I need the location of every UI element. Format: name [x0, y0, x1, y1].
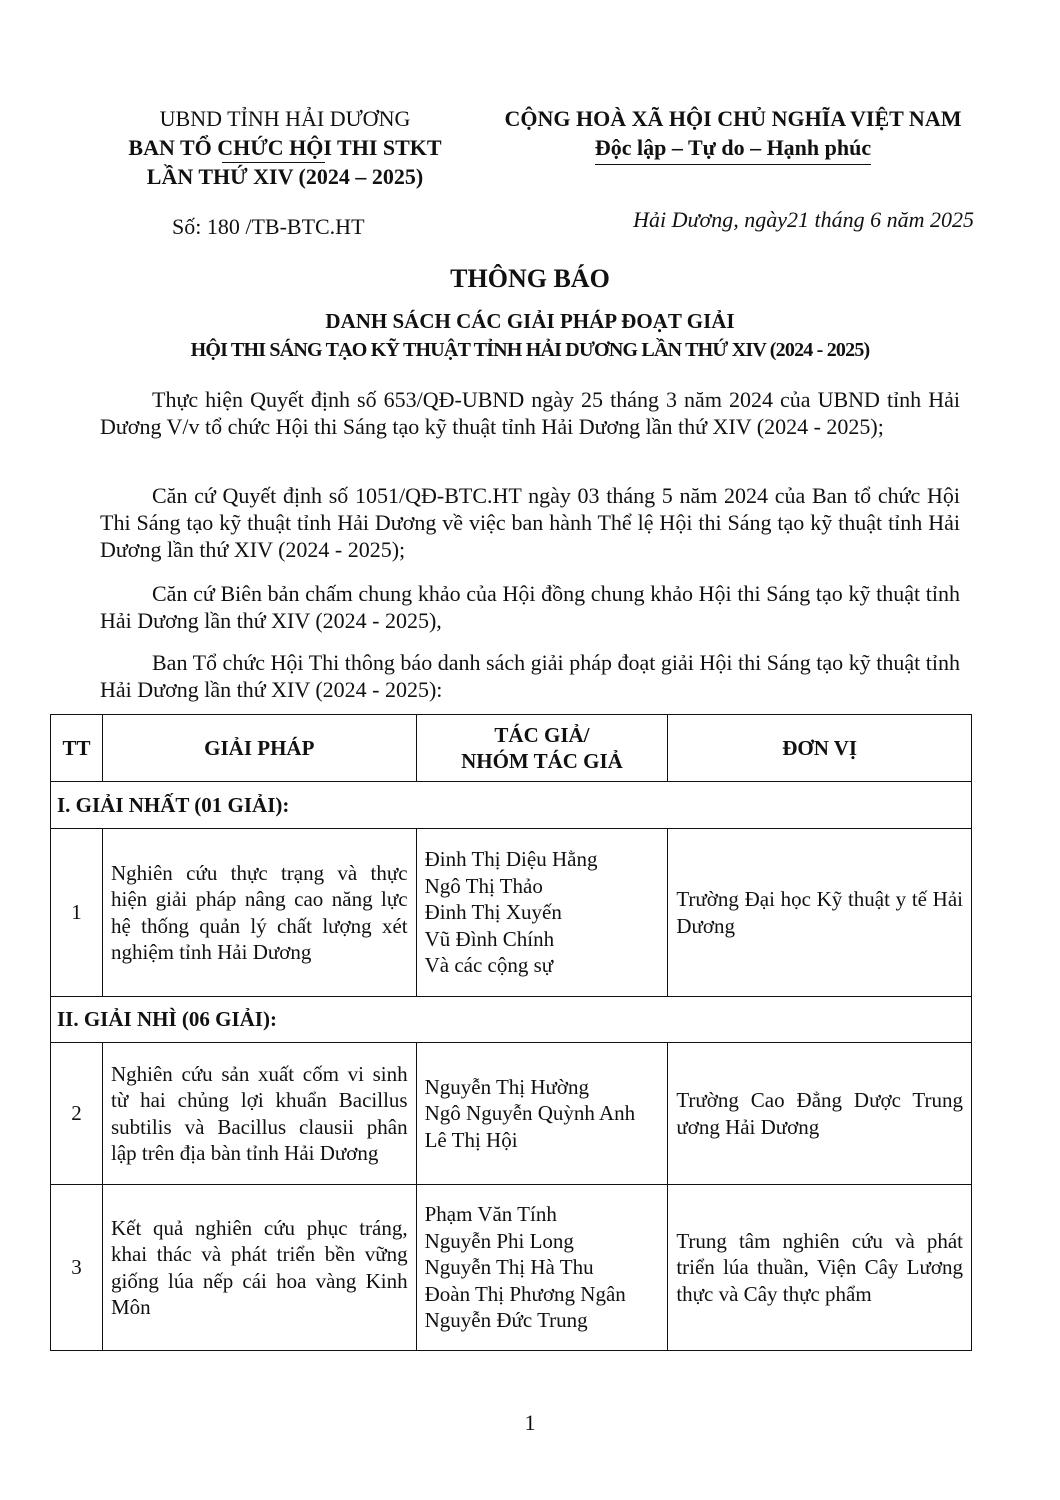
row-authors	[416, 829, 668, 997]
row-solution: Kết quả nghiên cứu phục tráng, khai thác và phát triển bền vững giống lúa nếp cái hoa vàng Kinh Môn	[102, 1185, 416, 1351]
row-tt: 2	[51, 1043, 103, 1185]
issuer-line-2: BAN TỔ CHỨC HỘI THI STKT	[128, 135, 442, 160]
author-name: Vũ Đình Chính	[424, 926, 555, 951]
header-solution: GIẢI PHÁP	[102, 715, 416, 782]
section-row	[51, 782, 972, 829]
nation-title: CỘNG HOÀ XÃ HỘI CHỦ NGHĨA VIỆT NAM	[504, 106, 962, 131]
author-name: Nguyễn Đức Trung	[424, 1308, 588, 1333]
table-row	[51, 829, 972, 997]
paragraph-2: Căn cứ Quyết định số 1051/QĐ-BTC.HT ngày 03 tháng 5 năm 2024 của Ban tổ chức Hội Thi Sáng tạo kỹ thuật tỉnh Hải Dương về việc ban hành Thể lệ Hội thi Sáng tạo kỹ thuật tỉnh Hải Dương lần thứ XIV (2024 - 2025);	[100, 483, 960, 562]
row-tt: 1	[51, 829, 103, 997]
paragraph-1: Thực hiện Quyết định số 653/QĐ-UBND ngày 25 tháng 3 năm 2024 của UBND tỉnh Hải Dương V/v tổ chức Hội thi Sáng tạo kỹ thuật tỉnh Hải Dương lần thứ XIV (2024 - 2025);	[100, 387, 960, 439]
author-name: Đinh Thị Xuyến	[424, 900, 562, 925]
author-name: Nguyễn Phi Long	[424, 1228, 574, 1253]
issuer-line-1: UBND TỈNH HẢI DƯƠNG	[159, 106, 411, 131]
document-subtitle-1: DANH SÁCH CÁC GIẢI PHÁP ĐOẠT GIẢI	[325, 309, 735, 333]
table-row	[51, 1185, 972, 1351]
author-name: Lê Thị Hội	[424, 1127, 518, 1152]
row-authors	[416, 1043, 668, 1185]
author-name: Nguyễn Thị Hà Thu	[424, 1255, 594, 1280]
issuer-underline	[222, 162, 325, 163]
header-author	[416, 715, 668, 782]
table-row	[51, 1043, 972, 1185]
issuer-line-3: LẦN THỨ XIV (2024 – 2025)	[146, 164, 424, 189]
section-second-prize: II. GIẢI NHÌ (06 GIẢI):	[51, 997, 972, 1043]
header-author-line-2: NHÓM TÁC GIẢ	[461, 749, 623, 773]
page-number: 1	[524, 1410, 536, 1435]
paragraph-4: Ban Tổ chức Hội Thi thông báo danh sách giải pháp đoạt giải Hội thi Sáng tạo kỹ thuật tỉnh Hải Dương lần thứ XIV (2024 - 2025):	[100, 650, 960, 702]
row-unit: Trung tâm nghiên cứu và phát triển lúa thuần, Viện Cây Lương thực và Cây thực phẩm	[668, 1185, 972, 1351]
row-unit: Trường Cao Đẳng Dược Trung ương Hải Dương	[668, 1043, 972, 1185]
national-header	[486, 104, 980, 165]
row-authors	[416, 1185, 668, 1351]
document-date: Hải Dương, ngày21 tháng 6 năm 2025	[633, 207, 974, 232]
table-header-row	[51, 715, 972, 782]
document-title: THÔNG BÁO	[450, 264, 610, 293]
row-unit: Trường Đại học Kỹ thuật y tế Hải Dương	[668, 829, 972, 997]
national-motto: Độc lập – Tự do – Hạnh phúc	[595, 133, 871, 165]
author-name: Phạm Văn Tính	[424, 1202, 557, 1227]
issuer-block	[85, 104, 485, 191]
author-name: Đoàn Thị Phương Ngân	[424, 1281, 626, 1306]
author-name: Nguyễn Thị Hường	[424, 1074, 590, 1099]
paragraph-3: Căn cứ Biên bản chấm chung khảo của Hội đồng chung khảo Hội thi Sáng tạo kỹ thuật tỉnh Hải Dương lần thứ XIV (2024 - 2025),	[100, 581, 960, 633]
header-author-line-1: TÁC GIẢ/	[494, 722, 590, 747]
document-subtitle-2: HỘI THI SÁNG TẠO KỸ THUẬT TỈNH HẢI DƯƠNG LẦN THỨ XIV (2024 - 2025)	[190, 339, 870, 361]
header-unit: ĐƠN VỊ	[668, 715, 972, 782]
row-solution: Nghiên cứu thực trạng và thực hiện giải pháp nâng cao năng lực hệ thống quản lý chất lượng xét nghiệm tỉnh Hải Dương	[102, 829, 416, 997]
section-row	[51, 997, 972, 1043]
section-first-prize: I. GIẢI NHẤT (01 GIẢI):	[51, 782, 972, 829]
author-name: Ngô Nguyễn Quỳnh Anh	[424, 1101, 636, 1126]
author-name: Đinh Thị Diệu Hằng	[424, 847, 598, 872]
row-solution: Nghiên cứu sản xuất cốm vi sinh từ hai chủng lợi khuẩn Bacillus subtilis và Bacillus clausii phân lập trên địa bàn tỉnh Hải Dương	[102, 1043, 416, 1185]
document-number: Số: 180 /TB-BTC.HT	[172, 214, 365, 239]
header-tt: TT	[51, 715, 103, 782]
author-name: Và các cộng sự	[424, 953, 554, 978]
awards-table	[50, 714, 972, 1351]
row-tt: 3	[51, 1185, 103, 1351]
author-name: Ngô Thị Thảo	[424, 873, 543, 898]
